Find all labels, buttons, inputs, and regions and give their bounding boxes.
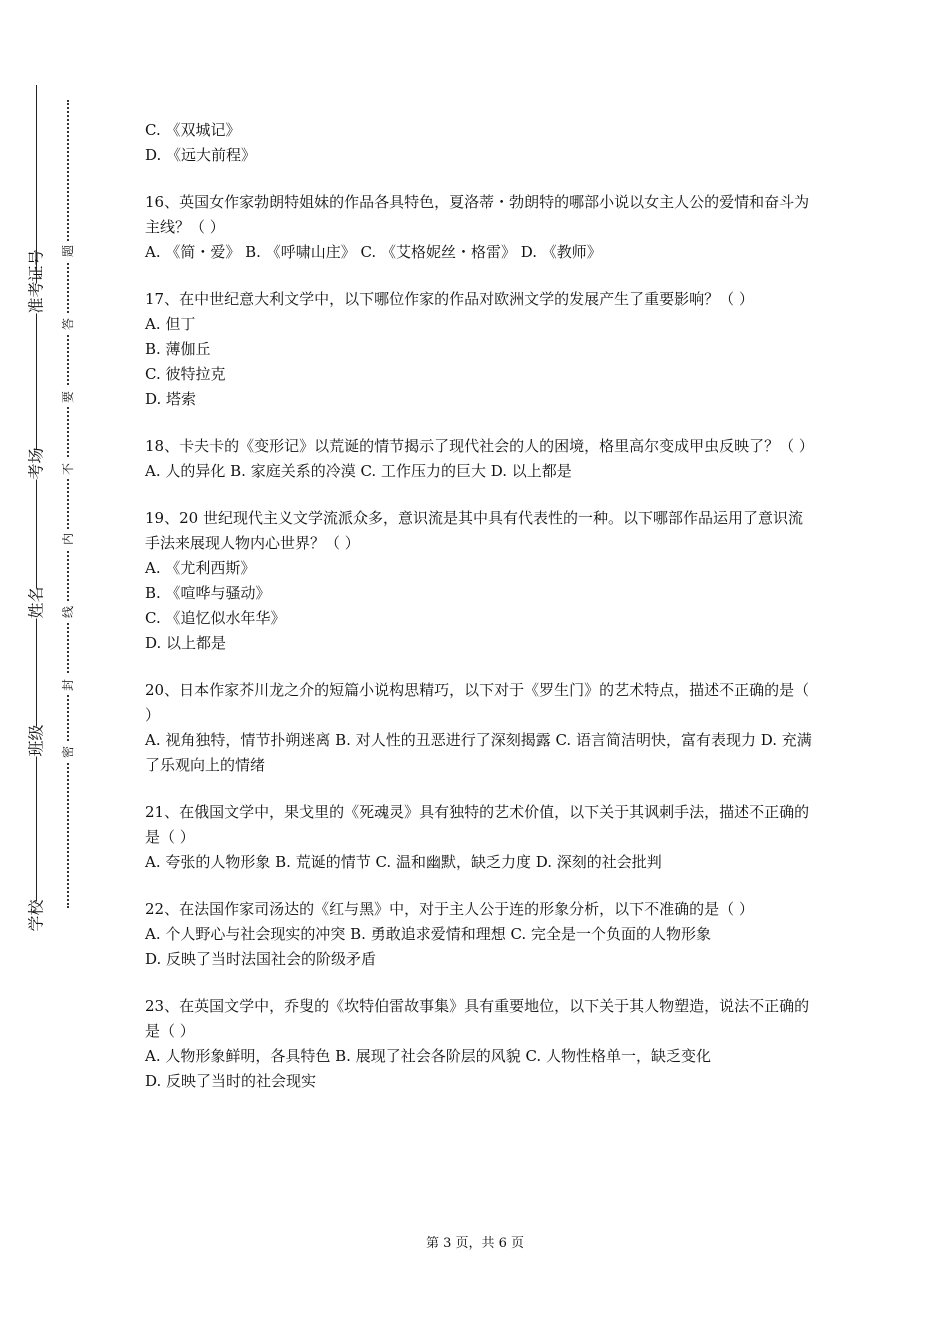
answer-option: C. 《双城记》 <box>145 121 241 139</box>
page-number-footer: 第 3 页，共 6 页 <box>425 1236 525 1251</box>
binding-margin <box>0 0 90 1344</box>
question-22 <box>145 897 815 972</box>
field-school-label: 学校 <box>24 902 47 932</box>
question-text: 19、20 世纪现代主义文学流派众多，意识流是其中具有代表性的一种。以下哪部作品运用了意识流手法来展现人物内心世界？（ ） <box>145 509 803 552</box>
answer-option: D. 以上都是 <box>145 634 227 652</box>
field-class-label: 班级 <box>24 727 47 757</box>
seal-warning-char: 答 <box>61 314 75 334</box>
carryover-options <box>145 118 815 168</box>
question-text: 23、在英国文学中，乔叟的《坎特伯雷故事集》具有重要地位，以下关于其人物塑造，说法不正确的是（ ） <box>145 997 810 1040</box>
answer-option: A. 《简・爱》 B. 《呼啸山庄》 C. 《艾格妮丝・格雷》 D. 《教师》 <box>145 243 602 261</box>
question-23 <box>145 994 815 1094</box>
answer-option: A. 人物形象鲜明，各具特色 B. 展现了社会各阶层的风貌 C. 人物性格单一，缺乏变化 <box>145 1047 711 1065</box>
answer-option: B. 薄伽丘 <box>145 340 211 358</box>
seal-warning-char: 线 <box>61 602 75 622</box>
question-text: 20、日本作家芥川龙之介的短篇小说构思精巧，以下对于《罗生门》的艺术特点，描述不正确的是（ ） <box>145 681 810 724</box>
seal-warning-char: 内 <box>61 529 75 549</box>
seal-warning-char: 密 <box>61 742 75 762</box>
answer-option: A. 人的异化 B. 家庭关系的冷漠 C. 工作压力的巨大 D. 以上都是 <box>145 462 572 480</box>
exam-content <box>145 118 815 1094</box>
answer-option: A. 《尤利西斯》 <box>145 559 256 577</box>
answer-option: A. 夸张的人物形象 B. 荒诞的情节 C. 温和幽默，缺乏力度 D. 深刻的社会批判 <box>145 853 662 871</box>
question-20 <box>145 678 815 778</box>
question-text: 17、在中世纪意大利文学中，以下哪位作家的作品对欧洲文学的发展产生了重要影响？（ ） <box>145 290 754 308</box>
seal-warning-char: 题 <box>61 241 75 261</box>
answer-option: D. 塔索 <box>145 390 197 408</box>
field-ticket-number-label: 准考证号 <box>24 284 47 314</box>
seal-dotted-line <box>67 100 69 908</box>
answer-option: D. 反映了当时的社会现实 <box>145 1072 317 1090</box>
question-19 <box>145 506 815 656</box>
question-21 <box>145 800 815 875</box>
answer-option: B. 《喧哗与骚动》 <box>145 584 271 602</box>
question-17 <box>145 287 815 412</box>
question-text: 21、在俄国文学中，果戈里的《死魂灵》具有独特的艺术价值，以下关于其讽刺手法，描述不正确的是（ ） <box>145 803 810 846</box>
answer-option: D. 反映了当时法国社会的阶级矛盾 <box>145 950 377 968</box>
seal-warning-char: 要 <box>61 387 75 407</box>
field-name-label: 姓名 <box>24 589 47 619</box>
question-text: 18、卡夫卡的《变形记》以荒诞的情节揭示了现代社会的人的困境，格里高尔变成甲虫反映了？（ ） <box>145 437 814 455</box>
answer-option: D. 《远大前程》 <box>145 146 257 164</box>
question-text: 22、在法国作家司汤达的《红与黑》中，对于主人公于连的形象分析，以下不准确的是（ ） <box>145 900 754 918</box>
answer-option: A. 但丁 <box>145 315 196 333</box>
seal-warning-char: 封 <box>61 675 75 695</box>
answer-option: A. 视角独特，情节扑朔迷离 B. 对人性的丑恶进行了深刻揭露 C. 语言简洁明快，富有表现力 D. 充满了乐观向上的情绪 <box>145 731 812 774</box>
answer-option: C. 《追忆似水年华》 <box>145 609 286 627</box>
answer-option: C. 彼特拉克 <box>145 365 226 383</box>
question-18 <box>145 434 815 484</box>
answer-option: A. 个人野心与社会现实的冲突 B. 勇敢追求爱情和理想 C. 完全是一个负面的人物形象 <box>145 925 711 943</box>
question-16 <box>145 190 815 265</box>
binding-solid-line <box>36 85 37 930</box>
field-exam-room-label: 考场 <box>24 450 47 480</box>
question-text: 16、英国女作家勃朗特姐妹的作品各具特色，夏洛蒂・勃朗特的哪部小说以女主人公的爱情和奋斗为主线？（ ） <box>145 193 810 236</box>
seal-warning-char: 不 <box>61 459 75 479</box>
